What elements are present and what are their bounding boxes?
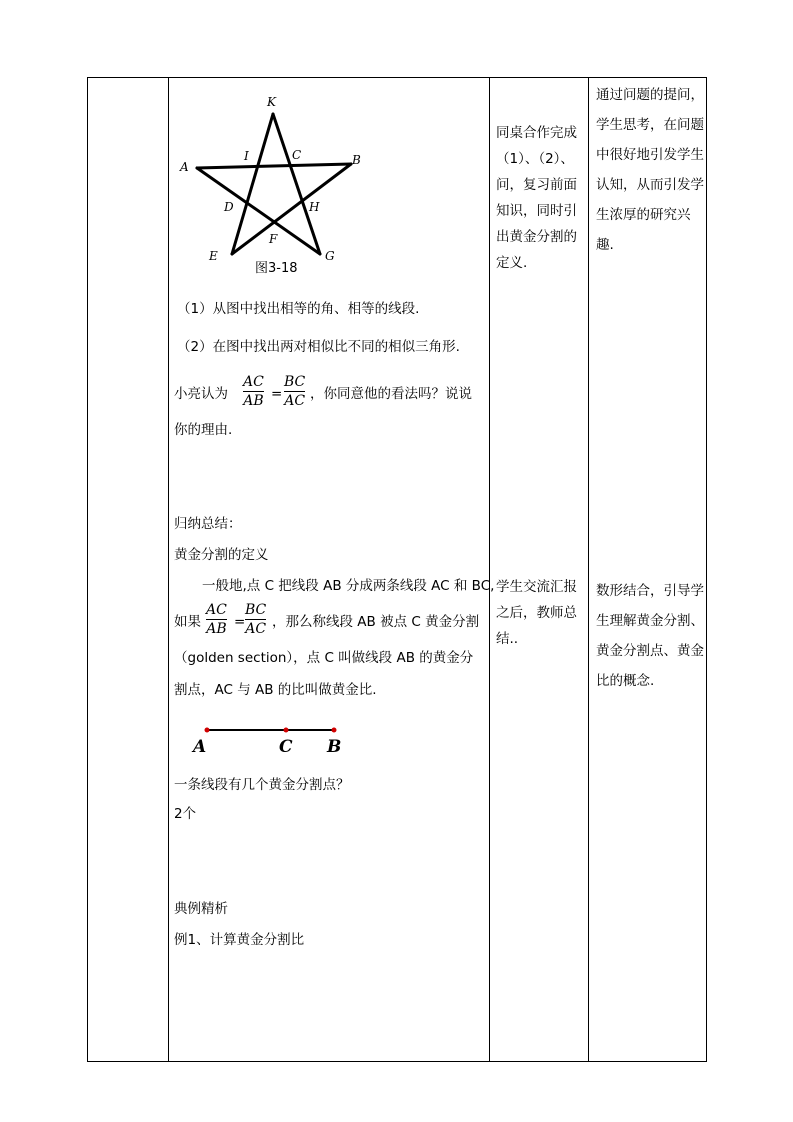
label-G: G: [325, 249, 335, 263]
label-D: D: [224, 200, 234, 214]
figure-caption: 图3-18: [255, 261, 298, 276]
pentagram-figure: [175, 92, 375, 277]
fraction-denominator: AC: [245, 621, 267, 637]
segment-AG: [197, 168, 320, 254]
point-A: [205, 728, 210, 733]
label-A: A: [193, 737, 207, 757]
label-H: H: [309, 200, 320, 214]
fraction-ac-ab: [243, 374, 264, 409]
label-C: C: [292, 148, 302, 162]
point-B: [332, 728, 337, 733]
fraction-ac-ab-def: [206, 602, 227, 637]
label-A: A: [180, 160, 189, 174]
label-E: E: [209, 249, 218, 263]
equals-sign: =: [271, 386, 283, 402]
answer-golden-points: 2个: [174, 806, 197, 822]
definition-title: 黄金分割的定义: [174, 547, 269, 563]
label-C: C: [279, 737, 293, 757]
definition-line-3: （golden section），点 C 叫做线段 AB 的黄金分: [174, 650, 474, 666]
column-divider: [168, 78, 169, 1061]
question-golden-points: 一条线段有几个黄金分割点？: [174, 777, 350, 793]
fraction-numerator: BC: [245, 602, 267, 618]
equals-sign: =: [234, 614, 246, 630]
fraction-bc-ac-def: [245, 602, 266, 637]
fraction-numerator: AC: [243, 374, 264, 390]
label-K: K: [267, 95, 276, 109]
xiaoliang-question: ，你同意他的看法吗？说说: [310, 386, 472, 402]
fraction-numerator: BC: [284, 374, 306, 390]
definition-if: 如果: [174, 614, 201, 630]
segment-figure: [190, 718, 350, 758]
label-I: I: [244, 149, 249, 163]
definition-line-2: ，那么称线段 AB 被点 C 黄金分割: [272, 614, 480, 630]
segment-BE: [232, 164, 351, 254]
segment-AB: [197, 164, 351, 168]
segment-KG: [273, 114, 320, 254]
segment-KE: [232, 114, 273, 254]
point-C: [284, 728, 289, 733]
xiaoliang-question-cont: 你的理由.: [174, 422, 233, 438]
summary-heading: 归纳总结：: [174, 516, 242, 532]
fraction-denominator: AC: [284, 393, 306, 409]
fraction-numerator: AC: [206, 602, 227, 618]
label-B: B: [327, 737, 342, 757]
example-heading: 典例精析: [174, 901, 228, 917]
fraction-denominator: AB: [243, 393, 264, 409]
student-activity-2: 学生交流汇报之后，教师总结..: [496, 579, 577, 647]
xiaoliang-label: 小亮认为: [174, 386, 228, 402]
column-divider: [489, 78, 490, 1061]
fraction-bc-ac: [284, 374, 305, 409]
design-intent-1: 通过问题的提问，学生思考，在问题中很好地引发学生认知，从而引发学生浓厚的研究兴趣.: [596, 87, 704, 253]
question-2: （2）在图中找出两对相似比不同的相似三角形.: [177, 339, 460, 355]
design-intent-2: 数形结合，引导学生理解黄金分割、黄金分割点、黄金比的概念.: [596, 583, 704, 689]
label-B: B: [352, 153, 361, 167]
label-F: F: [269, 232, 278, 246]
column-divider: [588, 78, 589, 1061]
question-1: （1）从图中找出相等的角、相等的线段.: [177, 301, 420, 317]
fraction-denominator: AB: [206, 621, 227, 637]
example-1: 例1、计算黄金分割比: [174, 932, 305, 948]
definition-line-1: 一般地,点 C 把线段 AB 分成两条线段 AC 和 BC,: [202, 578, 495, 594]
definition-line-4: 割点，AC 与 AB 的比叫做黄金比.: [174, 682, 377, 698]
student-activity-1: 同桌合作完成（1）、（2）、问，复习前面知识，同时引出黄金分割的定义.: [496, 125, 577, 271]
